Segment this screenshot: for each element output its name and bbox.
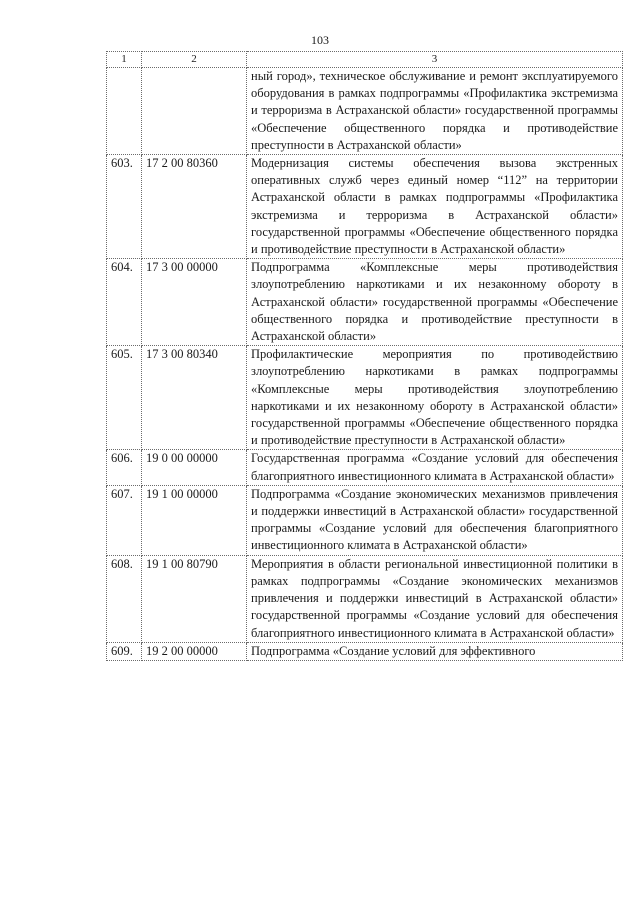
- row-description: Подпрограмма «Комплексные меры противодействия злоупотреблению наркотиками и их незаконному обороту в Астраханской области» государственной программы «Обеспечение общественного порядка и противодействие преступности в Астраханской области»: [247, 259, 623, 346]
- column-header-number: 1: [107, 52, 142, 68]
- row-description: Профилактические мероприятия по противодействию злоупотреблению наркотиками в рамках подпрограммы «Комплексные меры противодействия злоупотреблению наркотиками и их незаконному обороту в Астраханской области» государственной программы «Обеспечение общественного порядка и противодействие преступности в Астраханской области»: [247, 346, 623, 450]
- row-description: ный город», техническое обслуживание и ремонт эксплуатируемого оборудования в рамках подпрограммы «Профилактика экстремизма и терроризма в Астраханской области» государственной программы «Обеспечение общественного порядка и противодействие преступности в Астраханской области»: [247, 68, 623, 155]
- table-row: [107, 485, 623, 555]
- row-number: 604.: [107, 259, 142, 346]
- row-number: 605.: [107, 346, 142, 450]
- row-description: Подпрограмма «Создание экономических механизмов привлечения и поддержки инвестиций в Астраханской области» государственной программы «Создание условий для обеспечения благоприятного инвестиционного климата в Астраханской области»: [247, 485, 623, 555]
- row-code: 19 2 00 00000: [142, 642, 247, 660]
- row-description: Мероприятия в области региональной инвестиционной политики в рамках подпрограммы «Создание экономических механизмов привлечения и поддержки инвестиций в Астраханской области» государственной программы «Создание условий для обеспечения благоприятного инвестиционного климата в Астраханской области»: [247, 555, 623, 642]
- table-row: [107, 642, 623, 660]
- row-code: 17 3 00 00000: [142, 259, 247, 346]
- row-number: 603.: [107, 155, 142, 259]
- row-code: [142, 68, 247, 155]
- row-code: 17 3 00 80340: [142, 346, 247, 450]
- column-header-description: 3: [247, 52, 623, 68]
- row-description: Модернизация системы обеспечения вызова экстренных оперативных служб через единый номер “112” на территории Астраханской области в рамках подпрограммы «Профилактика экстремизма и терроризма в Астраханской области» государственной программы «Обеспечение общественного порядка и противодействие преступности в Астраханской области»: [247, 155, 623, 259]
- row-code: 19 0 00 00000: [142, 450, 247, 485]
- table-row: [107, 450, 623, 485]
- row-code: 19 1 00 80790: [142, 555, 247, 642]
- table-row: [107, 346, 623, 450]
- classification-table: [106, 51, 623, 661]
- row-code: 17 2 00 80360: [142, 155, 247, 259]
- row-description: Подпрограмма «Создание условий для эффективного: [247, 642, 623, 660]
- table-row: [107, 259, 623, 346]
- page-number: 103: [311, 33, 329, 47]
- table-row: [107, 555, 623, 642]
- row-number: [107, 68, 142, 155]
- table-header-row: [107, 52, 623, 68]
- row-number: 609.: [107, 642, 142, 660]
- row-number: 606.: [107, 450, 142, 485]
- row-number: 608.: [107, 555, 142, 642]
- table-row: [107, 68, 623, 155]
- column-header-code: 2: [142, 52, 247, 68]
- row-description: Государственная программа «Создание условий для обеспечения благоприятного инвестиционного климата в Астраханской области»: [247, 450, 623, 485]
- table-row: [107, 155, 623, 259]
- row-number: 607.: [107, 485, 142, 555]
- row-code: 19 1 00 00000: [142, 485, 247, 555]
